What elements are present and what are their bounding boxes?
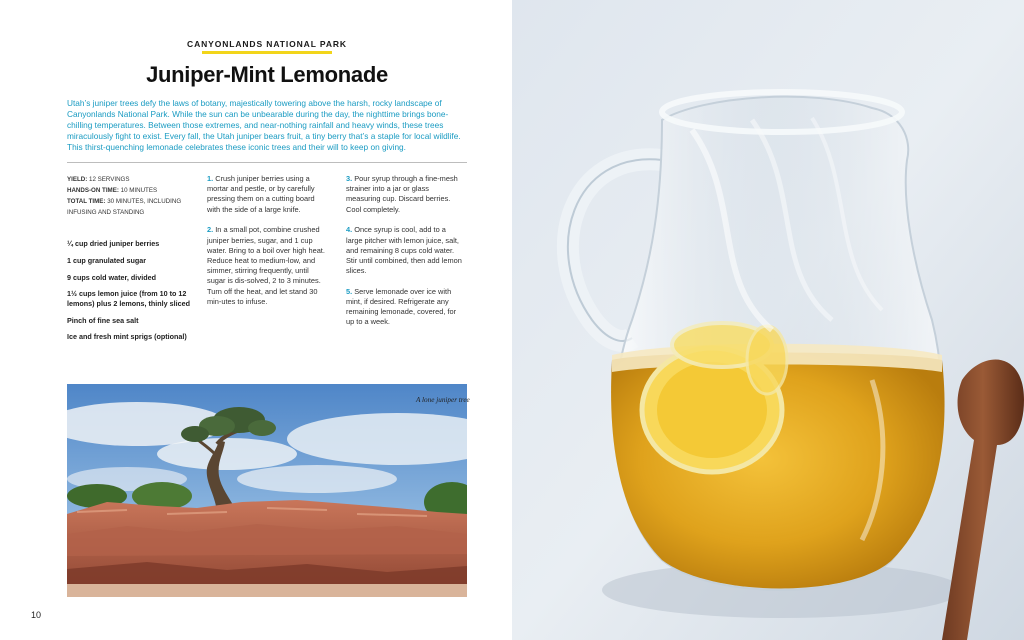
intro-paragraph: Utah’s juniper trees defy the laws of botany, majestically towering above the harsh, rocky landscape of Canyonlands National Park. While the sun can be unbearable during the day, the nighttime brings bone-chilling temperatures. Between those extremes, and near-nothing rainfall and heavy winds, these trees miraculously fight to exist. Every fall, the Utah juniper bears fruit, a tiny berry that’s a staple for local wildlife. This thirst-quenching lemonade celebrates these iconic trees and their will to keep on giving. <box>67 98 461 152</box>
step-1 <box>207 174 325 215</box>
step-2 <box>207 225 325 307</box>
ingredient-item: ¼ cup dried juniper berries <box>67 239 160 248</box>
juniper-tree-photo <box>67 384 467 597</box>
step-text: In a small pot, combine crushed juniper berries, sugar, and 1 cup water. Bring to a boil over high heat. Reduce heat to medium-low, and simmer, stirring frequently, until sugar is dis-solved, 2 to 3 minutes. Turn off the heat, and let stand 30 min-utes to infuse. <box>207 225 325 306</box>
recipe-title: Juniper-Mint Lemonade <box>146 62 388 87</box>
photo-caption: A lone juniper tree <box>416 396 470 404</box>
ingredient-list <box>67 239 197 349</box>
yield-value: 12 SERVINGS <box>89 176 130 183</box>
total-time-value: 30 MINUTES, INCLUDING INFUSING AND STANDING <box>67 198 182 216</box>
step-number: 1. <box>207 174 214 183</box>
recipe-meta <box>67 174 197 218</box>
total-time-label: TOTAL TIME: <box>67 198 106 205</box>
yield-label: YIELD: <box>67 176 88 183</box>
hands-on-value: 10 MINUTES <box>120 187 158 194</box>
step-3 <box>346 174 464 215</box>
steps-column-1 <box>207 174 325 317</box>
step-number: 5. <box>346 286 353 296</box>
step-text: Serve lemonade over ice with mint, if desired. Refrigerate any remaining lemonade, covered, for up to a week. <box>346 286 457 327</box>
hands-on-line <box>67 185 197 196</box>
lemonade-pitcher-photo <box>512 0 1024 640</box>
step-4 <box>346 225 464 276</box>
page-number: 10 <box>31 610 42 620</box>
step-text: Once syrup is cool, add to a large pitcher with lemon juice, salt, and remaining 8 cups cold water. Stir until combined, then add lemon slices. <box>346 225 462 276</box>
ingredient-item: 9 cups cold water, divided <box>67 272 157 282</box>
hands-on-label: HANDS-ON TIME: <box>67 187 119 194</box>
ingredient-item: 1 cup granulated sugar <box>67 255 147 265</box>
ingredient-item: Pinch of fine sea salt <box>67 315 139 325</box>
step-number: 3. <box>346 174 353 183</box>
step-number: 2. <box>207 225 214 235</box>
section-label: CANYONLANDS NATIONAL PARK <box>187 39 347 49</box>
step-number: 4. <box>346 225 353 235</box>
intro-divider <box>67 162 467 163</box>
yield-line <box>67 174 197 185</box>
total-time-line <box>67 196 197 218</box>
step-5 <box>346 287 464 328</box>
section-label-underline <box>202 51 332 54</box>
step-text: Pour syrup through a fine-mesh strainer into a jar or glass measuring cup. Discard berries. Cool completely. <box>346 174 458 214</box>
steps-column-2 <box>346 174 464 338</box>
step-text: Crush juniper berries using a mortar and pestle, or by carefully pressing them on a cutting board with the side of a large knife. <box>207 174 315 214</box>
ingredient-item: Ice and fresh mint sprigs (optional) <box>67 332 187 342</box>
ingredient-item: 1½ cups lemon juice (from 10 to 12 lemons) plus 2 lemons, thinly sliced <box>67 289 191 308</box>
